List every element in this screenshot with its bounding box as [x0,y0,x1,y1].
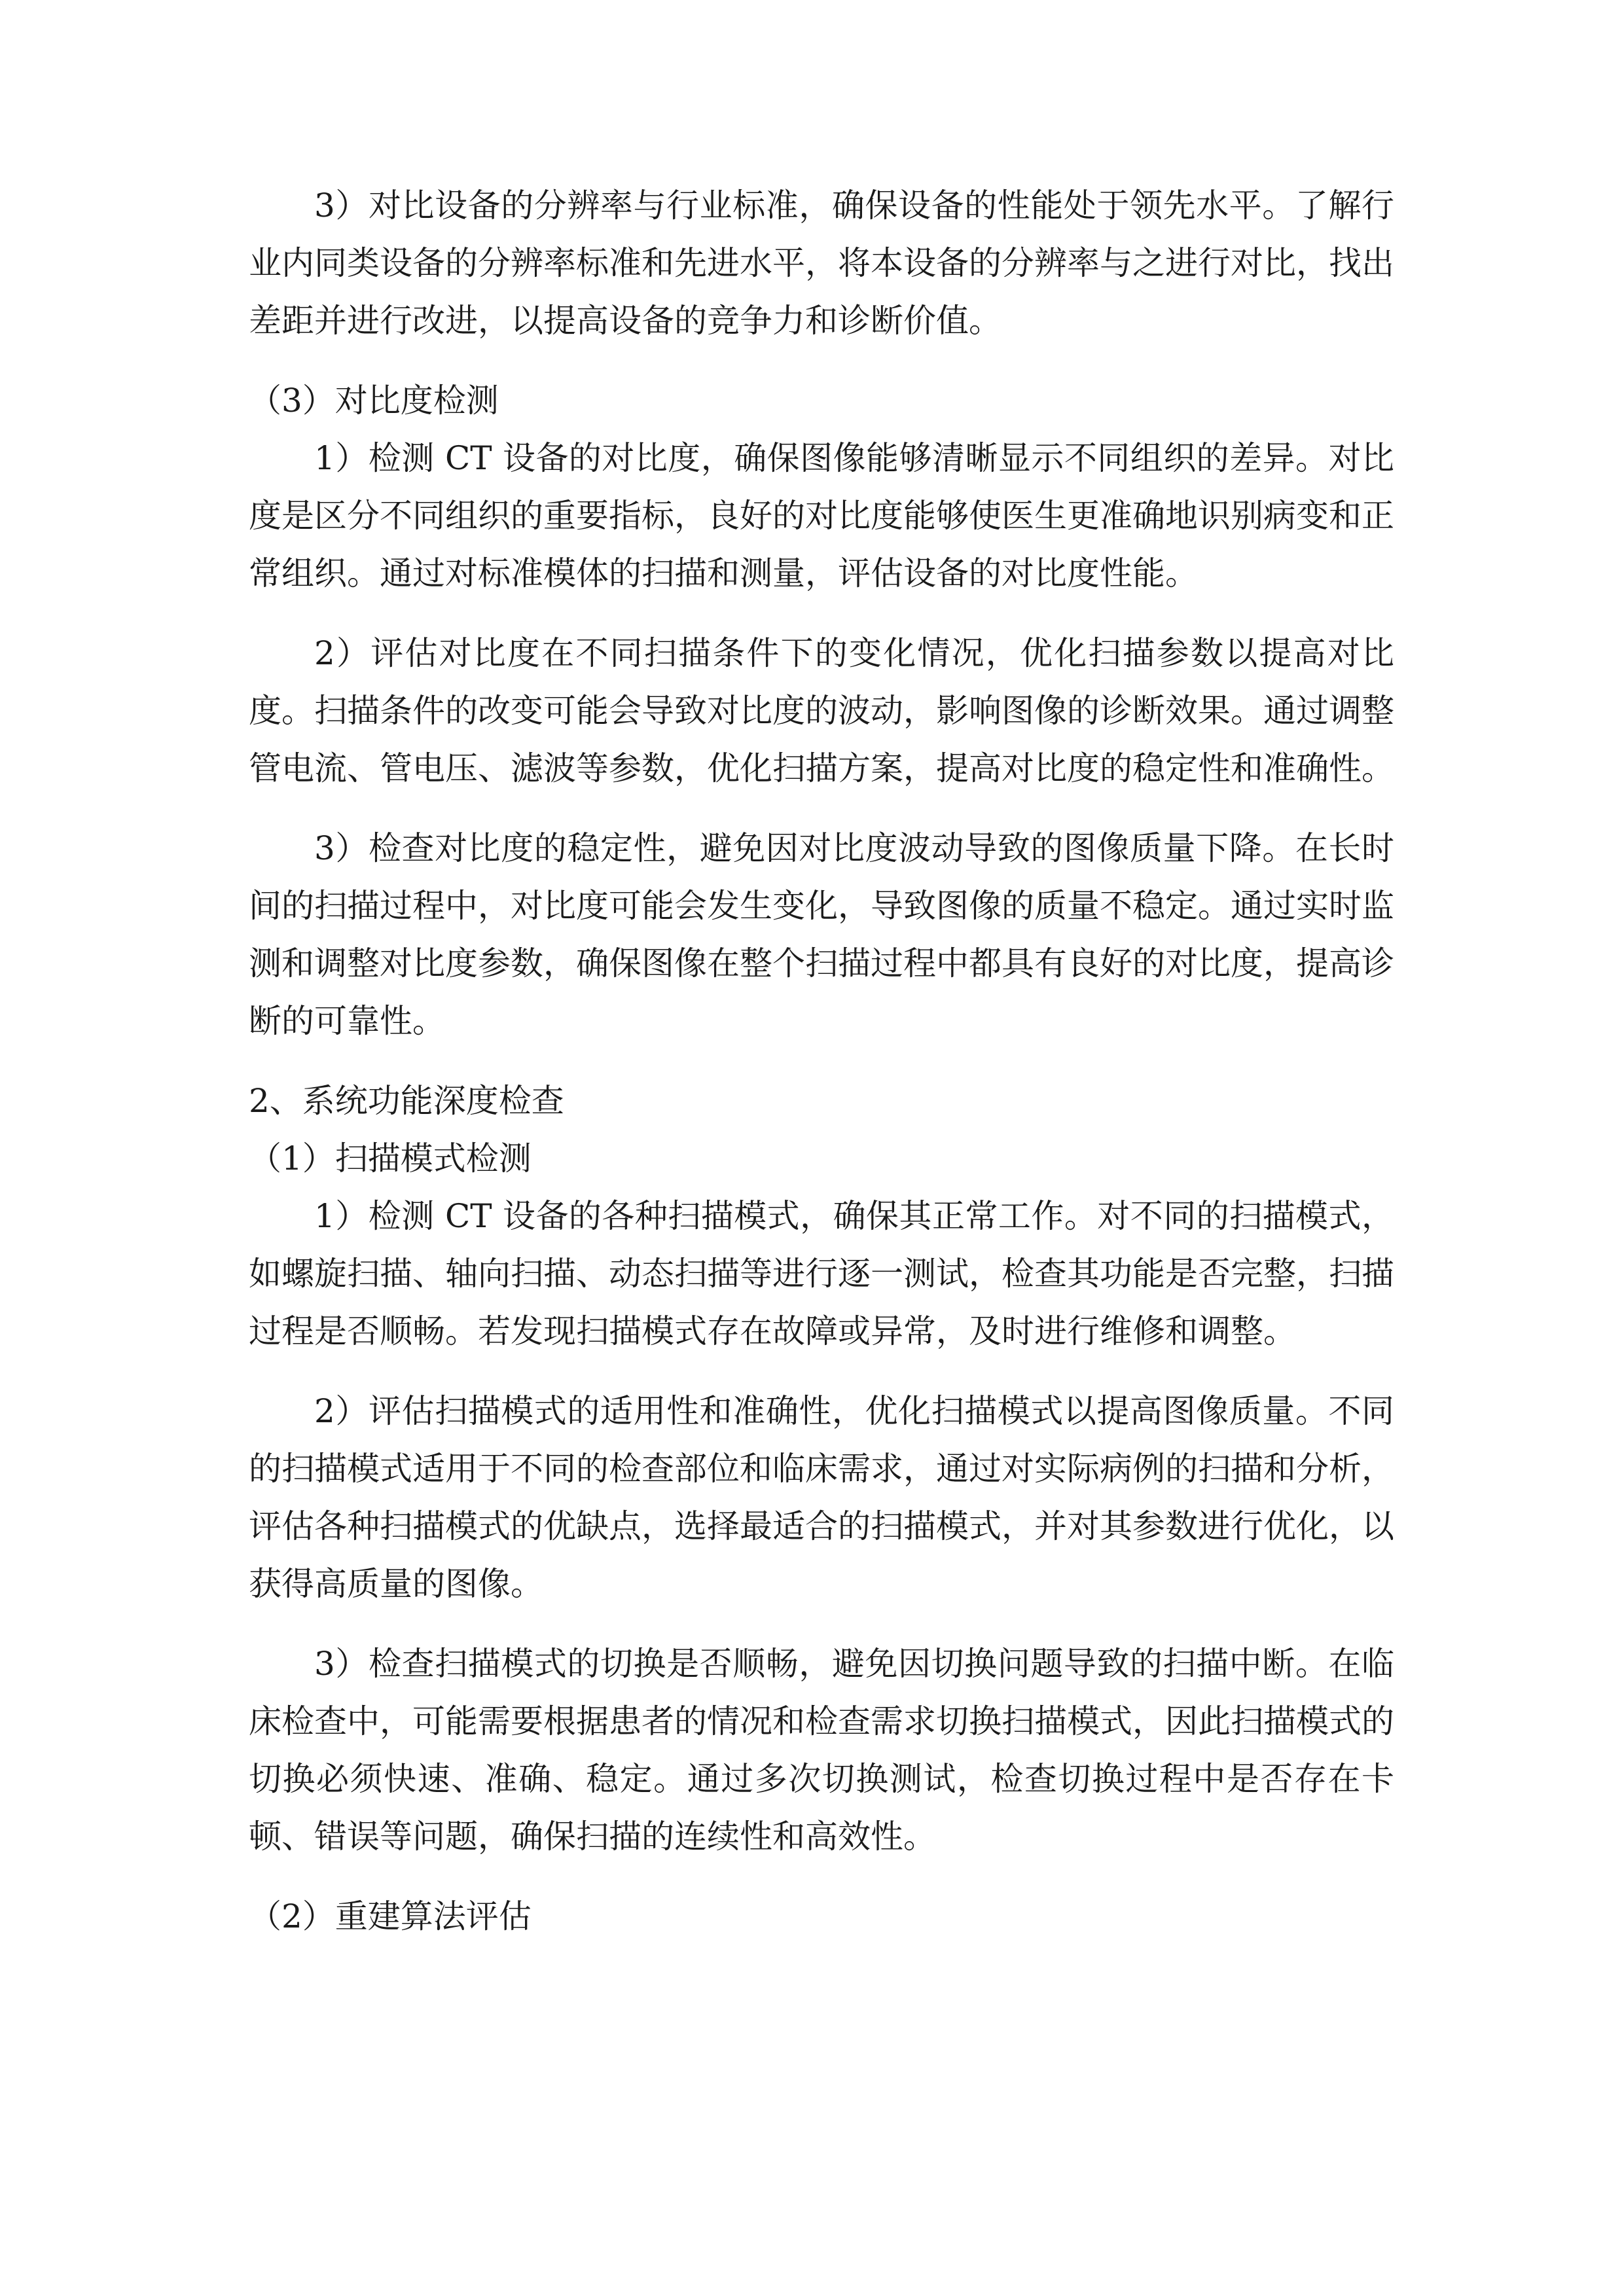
heading-scan-mode-detection: （1）扫描模式检测 [249,1139,532,1177]
heading-contrast-detection: （3）对比度检测 [249,382,499,420]
paragraph-contrast-evaluate: 2）评估对比度在不同扫描条件下的变化情况，优化扫描参数以提高对比度。扫描条件的改变可能会导致对比度的波动，影响图像的诊断效果。通过调整管电流、管电压、滤波等参数，优化扫描方案，提高对比度的稳定性和准确性。 [249,634,1394,787]
paragraph-scan-mode-detect: 1）检测 CT 设备的各种扫描模式，确保其正常工作。对不同的扫描模式，如螺旋扫描、轴向扫描、动态扫描等进行逐一测试，检查其功能是否完整，扫描过程是否顺畅。若发现扫描模式存在故障或异常，及时进行维修和调整。 [249,1197,1394,1350]
document-page [249,177,1394,1945]
paragraph-scan-mode-switch: 3）检查扫描模式的切换是否顺畅，避免因切换问题导致的扫描中断。在临床检查中，可能需要根据患者的情况和检查需求切换扫描模式，因此扫描模式的切换必须快速、准确、稳定。通过多次切换测试，检查切换过程中是否存在卡顿、错误等问题，确保扫描的连续性和高效性。 [249,1645,1394,1856]
paragraph-contrast-detect: 1）检测 CT 设备的对比度，确保图像能够清晰显示不同组织的差异。对比度是区分不同组织的重要指标，良好的对比度能够使医生更准确地识别病变和正常组织。通过对标准模体的扫描和测量，评估设备的对比度性能。 [249,439,1394,592]
paragraph-contrast-stability: 3）检查对比度的稳定性，避免因对比度波动导致的图像质量下降。在长时间的扫描过程中，对比度可能会发生变化，导致图像的质量不稳定。通过实时监测和调整对比度参数，确保图像在整个扫描过程中都具有良好的对比度，提高诊断的可靠性。 [249,829,1394,1040]
paragraph-resolution-comparison: 3）对比设备的分辨率与行业标准，确保设备的性能处于领先水平。了解行业内同类设备的分辨率标准和先进水平，将本设备的分辨率与之进行对比，找出差距并进行改进，以提高设备的竞争力和诊断价值。 [249,187,1394,340]
paragraph-scan-mode-evaluate: 2）评估扫描模式的适用性和准确性，优化扫描模式以提高图像质量。不同的扫描模式适用于不同的检查部位和临床需求，通过对实际病例的扫描和分析，评估各种扫描模式的优缺点，选择最适合的扫描模式，并对其参数进行优化，以获得高质量的图像。 [249,1392,1394,1603]
heading-system-function-check: 2、系统功能深度检查 [249,1082,564,1120]
heading-reconstruction-algorithm: （2）重建算法评估 [249,1897,532,1935]
